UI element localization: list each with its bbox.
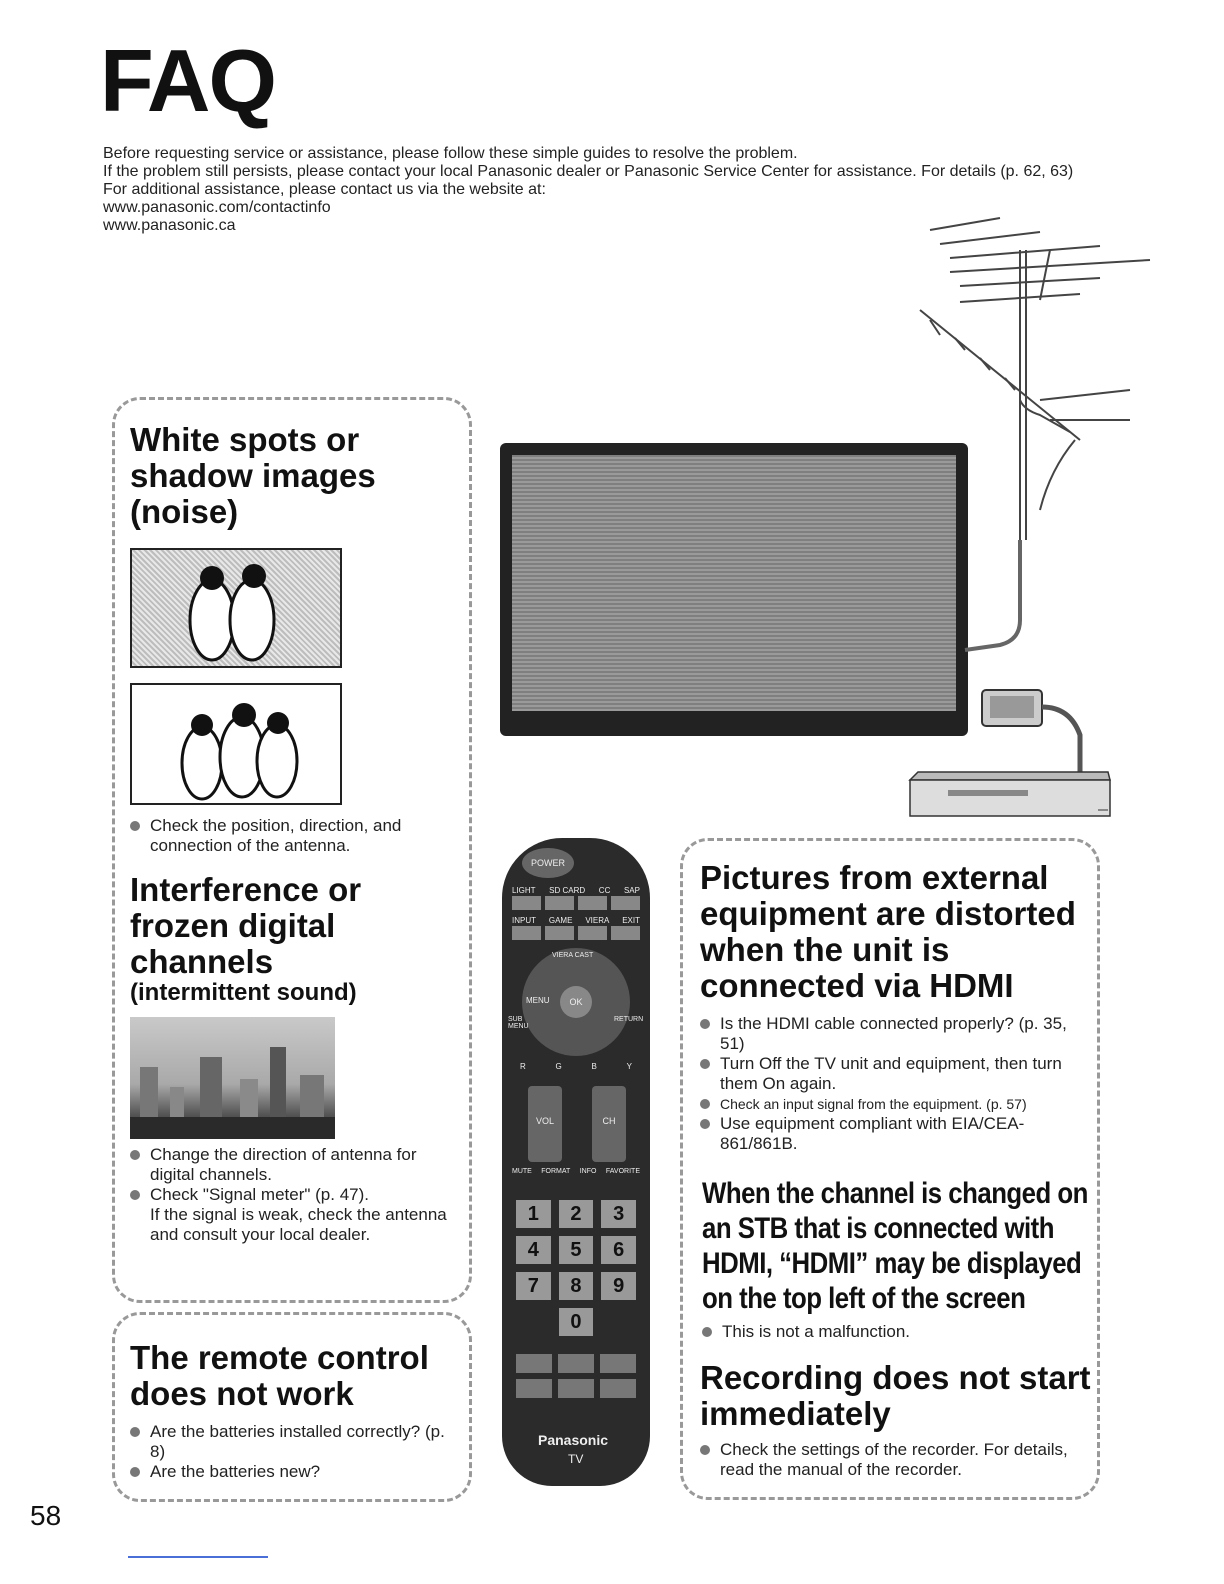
remote-ok-button: OK bbox=[560, 986, 592, 1018]
remote-info-label: INFO bbox=[579, 1168, 597, 1175]
white-spots-heading: White spots or shadow images (noise) bbox=[130, 421, 376, 530]
remote-viera-cast-label: VIERA CAST bbox=[552, 952, 594, 959]
remote-submenu-label: SUB MENU bbox=[508, 1016, 529, 1030]
stb-bullet-1: This is not a malfunction. bbox=[702, 1322, 1094, 1342]
remote-number-pad bbox=[516, 1200, 636, 1336]
left-faq-frame-visible bbox=[112, 397, 472, 1303]
remote-sdcard-label: SD CARD bbox=[549, 886, 586, 895]
tv-illustration bbox=[500, 443, 968, 736]
remote-vol-rocker: VOL bbox=[528, 1086, 562, 1162]
remote-light-label: LIGHT bbox=[512, 886, 536, 895]
intro-line-2: If the problem still persists, please contact your local Panasonic dealer or Panasonic Service Center for assistance. For details (p. 62, 63) bbox=[103, 163, 1074, 180]
remote-digit-7: 7 bbox=[516, 1272, 551, 1300]
remote-sap-label: SAP bbox=[623, 886, 640, 895]
hdmi-bullet-4: Use equipment compliant with EIA/CEA-861/861B. bbox=[700, 1114, 1095, 1154]
remote-blue-label: B bbox=[591, 1062, 597, 1071]
interference-bullet-2: Check "Signal meter" (p. 47). bbox=[130, 1185, 460, 1205]
remote-digit-6: 6 bbox=[601, 1236, 636, 1264]
recorder-illustration bbox=[908, 770, 1112, 820]
antenna-cable bbox=[960, 540, 1040, 660]
canada-url[interactable]: www.panasonic.ca bbox=[103, 217, 236, 234]
page-number: 58 bbox=[30, 1500, 62, 1531]
remote-digit-2: 2 bbox=[559, 1200, 594, 1228]
interference-bullet-1: Change the direction of antenna for digital channels. bbox=[130, 1145, 460, 1185]
hdmi-bullet-3: Check an input signal from the equipment. (p. 57) bbox=[700, 1094, 1095, 1114]
remote-bullet-2: Are the batteries new? bbox=[130, 1462, 460, 1482]
hdmi-bullet-1: Is the HDMI cable connected properly? (p. 35, 51) bbox=[700, 1014, 1095, 1054]
page-title: FAQ bbox=[100, 31, 275, 130]
remote-red-label: R bbox=[520, 1062, 526, 1071]
remote-return-label: RETURN bbox=[614, 1016, 644, 1023]
hdmi-bullet-2: Turn Off the TV unit and equipment, then turn them On again. bbox=[700, 1054, 1095, 1094]
remote-digit-0: 0 bbox=[559, 1308, 594, 1336]
remote-navigation-ring bbox=[522, 948, 630, 1056]
remote-digit-5: 5 bbox=[559, 1236, 594, 1264]
interference-note: If the signal is weak, check the antenna and consult your local dealer. bbox=[150, 1205, 447, 1244]
remote-yellow-label: Y bbox=[626, 1062, 632, 1071]
remote-format-label: FORMAT bbox=[541, 1168, 571, 1175]
tv-screen bbox=[512, 455, 956, 711]
recording-section bbox=[700, 1360, 1095, 1480]
intro-line-1: Before requesting service or assistance, please follow these simple guides to resolve the problem. bbox=[103, 145, 798, 162]
recording-heading: Recording does not start immediately bbox=[700, 1359, 1091, 1432]
remote-power-button: POWER bbox=[522, 848, 574, 878]
remote-digit-9: 9 bbox=[601, 1272, 636, 1300]
remote-bullet-1: Are the batteries installed correctly? (p. 8) bbox=[130, 1422, 460, 1462]
remote-digit-3: 3 bbox=[601, 1200, 636, 1228]
remote-digit-1: 1 bbox=[516, 1200, 551, 1228]
white-spots-bullet-1: Check the position, direction, and connection of the antenna. bbox=[130, 816, 450, 856]
footer-link-line bbox=[128, 1556, 268, 1558]
hdmi-section bbox=[700, 860, 1095, 1154]
stb-section bbox=[702, 1176, 1094, 1342]
intro-line-3: For additional assistance, please contact us via the website at: bbox=[103, 181, 546, 198]
interference-heading: Interference or frozen digital channels bbox=[130, 871, 362, 980]
recording-bullet-1: Check the settings of the recorder. For details, read the manual of the recorder. bbox=[700, 1440, 1095, 1480]
remote-digit-4: 4 bbox=[516, 1236, 551, 1264]
remote-exit-label: EXIT bbox=[622, 916, 640, 925]
remote-heading: The remote control does not work bbox=[130, 1339, 429, 1412]
remote-menu-label: MENU bbox=[526, 996, 550, 1005]
remote-tv-label: TV bbox=[568, 1452, 584, 1466]
stb-heading: When the channel is changed on an STB that is connected with HDMI, “HDMI” may be displayed on the top left of the screen bbox=[702, 1177, 1088, 1315]
hdmi-heading: Pictures from external equipment are distorted when the unit is connected via HDMI bbox=[700, 859, 1076, 1004]
remote-viera-label: VIERA bbox=[585, 916, 610, 925]
remote-digit-8: 8 bbox=[559, 1272, 594, 1300]
remote-mute-label: MUTE bbox=[512, 1168, 532, 1175]
remote-green-label: G bbox=[555, 1062, 562, 1071]
remote-favorite-label: FAVORITE bbox=[605, 1168, 640, 1175]
remote-cc-label: CC bbox=[598, 886, 611, 895]
interference-subheading: (intermittent sound) bbox=[130, 979, 357, 1006]
contact-url[interactable]: www.panasonic.com/contactinfo bbox=[103, 199, 331, 216]
remote-input-label: INPUT bbox=[512, 916, 536, 925]
remote-game-label: GAME bbox=[548, 916, 573, 925]
remote-control-illustration bbox=[502, 838, 650, 1486]
remote-brand-label: Panasonic bbox=[538, 1432, 609, 1448]
remote-ch-rocker: CH bbox=[592, 1086, 626, 1162]
remote-section bbox=[130, 1340, 460, 1482]
